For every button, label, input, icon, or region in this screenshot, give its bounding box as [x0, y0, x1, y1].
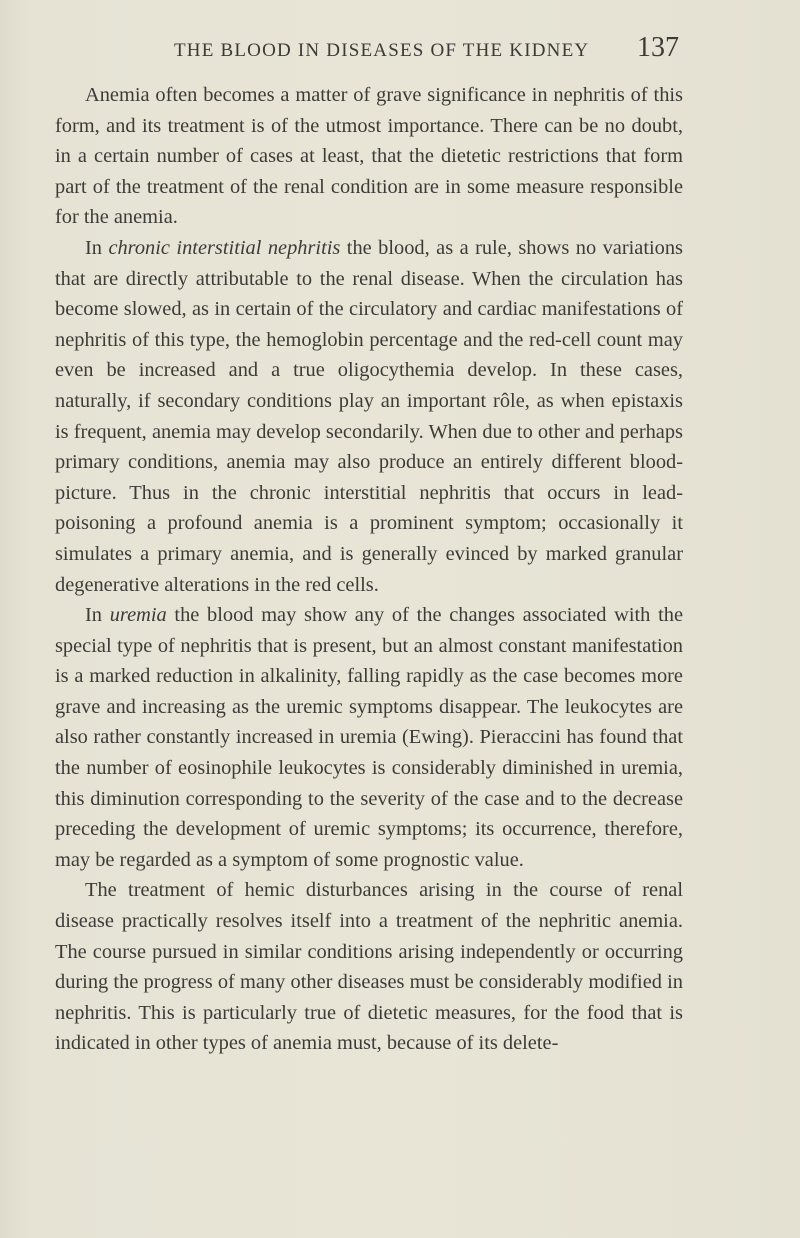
paragraph-lead: In	[85, 604, 110, 627]
paragraph-text: Anemia often becomes a matter of grave significance in nephritis of this form, and its treatment is of the utmost importance. There can be no doubt, in a certain number of cases at least, that the dietetic restrictions that form part of the treatment of the renal condition are in some measure responsible for the anemia.	[55, 84, 683, 229]
italic-term: uremia	[109, 604, 167, 627]
paragraph-uremia	[55, 600, 683, 875]
paragraph-treatment	[55, 875, 683, 1059]
paragraph-text: the blood, as a rule, shows no variations that are directly attributable to the renal disease. When the circulation has become slowed, as in certain of the circulatory and cardiac manifestations of nephritis of this type, the hemoglobin percentage and the red-cell count may even be increased and a true oligocythemia develop. In these cases, naturally, if secondary conditions play an important rôle, as when epistaxis is frequent, anemia may develop secondarily. When due to other and perhaps primary conditions, anemia may also produce an entirely different blood-picture. Thus in the chronic interstitial nephritis that occurs in lead-poisoning a profound anemia is a prominent symptom; occasionally it simulates a primary anemia, and is generally evinced by marked granular degenerative alterations in the red cells.	[55, 236, 683, 596]
page-header	[0, 32, 800, 72]
italic-term: chronic interstitial nephritis	[108, 236, 341, 259]
running-head: THE BLOOD IN DISEASES OF THE KIDNEY	[174, 40, 590, 61]
page-number: 137	[637, 32, 679, 63]
paragraph-text: The treatment of hemic disturbances arising in the course of renal disease practically resolves itself into a treatment of the nephritic anemia. The course pursued in similar conditions arising independently or occurring during the progress of many other diseases must be considerably modified in nephritis. This is particularly true of dietetic measures, for the food that is indicated in other types of anemia must, because of its delete-	[55, 879, 683, 1055]
paragraph-anemia-significance	[55, 80, 683, 233]
paragraph-chronic-interstitial-nephritis	[55, 233, 683, 600]
body-text	[55, 80, 683, 1059]
paragraph-text: the blood may show any of the changes associated with the special type of nephritis that is present, but an almost constant manifestation is a marked reduction in alkalinity, falling rapidly as the case becomes more grave and increasing as the uremic symptoms disappear. The leukocytes are also rather constantly increased in uremia (Ewing). Pieraccini has found that the number of eosinophile leukocytes is considerably diminished in uremia, this diminution corresponding to the severity of the case and to the decrease preceding the development of uremic symptoms; its occurrence, therefore, may be regarded as a symptom of some prognostic value.	[55, 604, 683, 871]
paragraph-lead: In	[85, 236, 109, 259]
